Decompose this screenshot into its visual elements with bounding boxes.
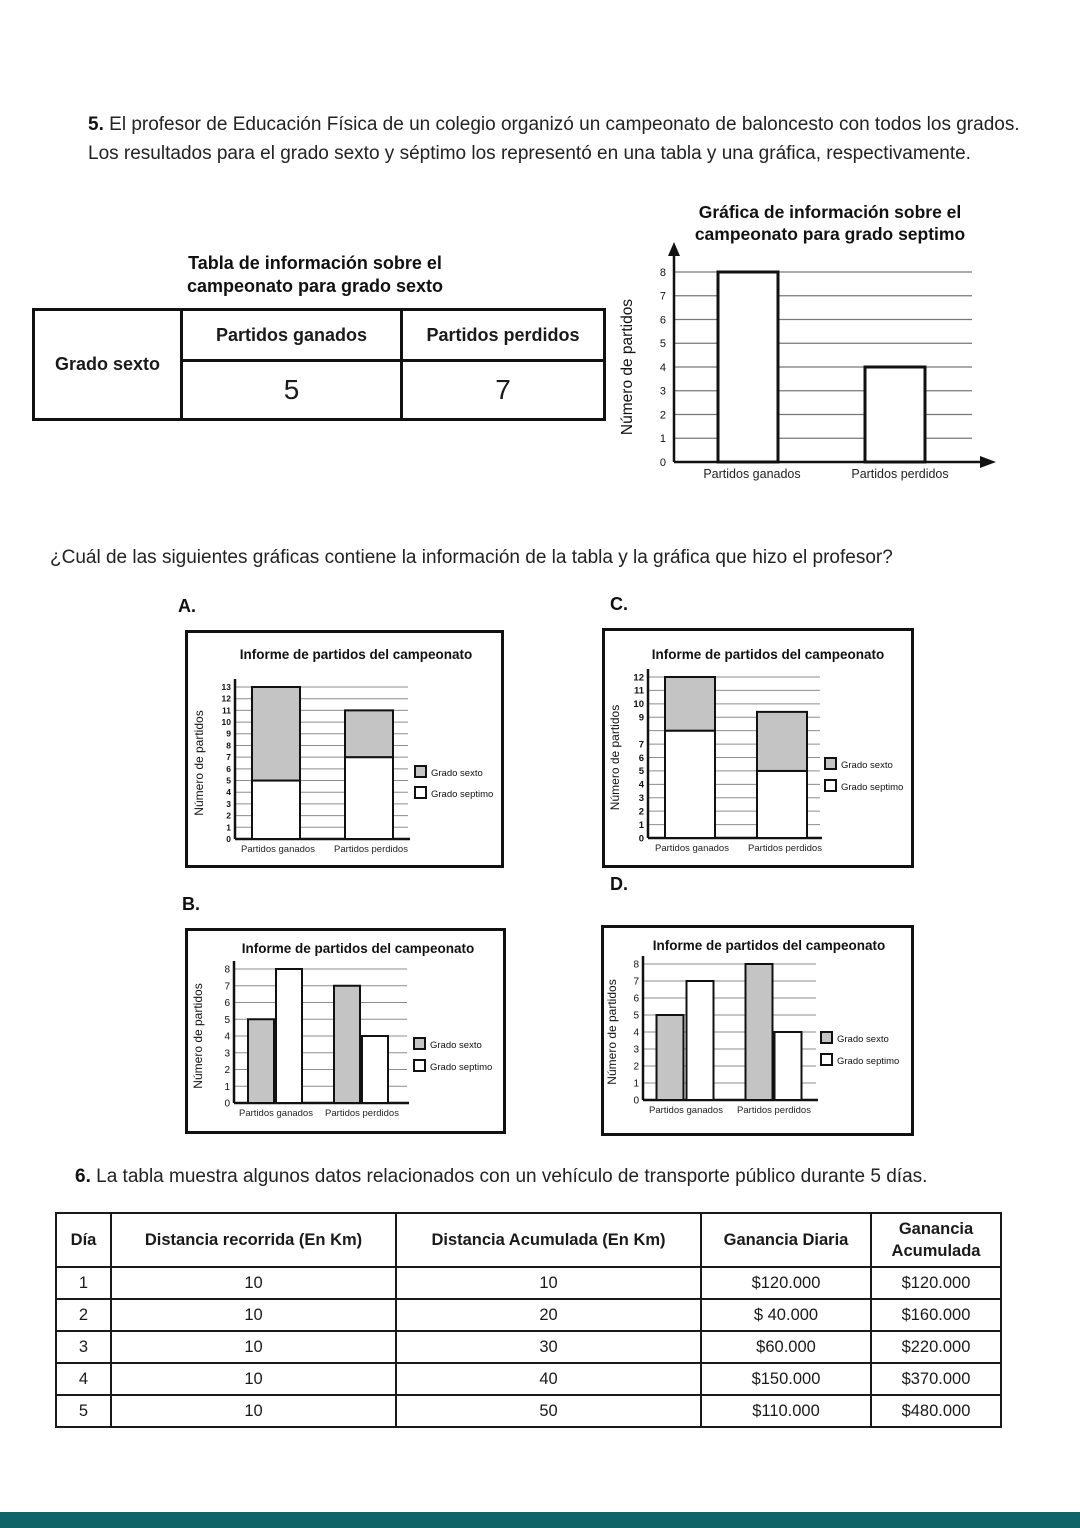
svg-text:1: 1 [226, 822, 231, 833]
svg-text:4: 4 [659, 361, 666, 374]
svg-text:0: 0 [633, 1095, 639, 1107]
svg-text:2: 2 [226, 810, 231, 821]
svg-text:5: 5 [633, 1010, 639, 1022]
table-cell: 10 [396, 1267, 701, 1299]
table-cell: $120.000 [701, 1267, 871, 1299]
svg-text:2: 2 [638, 806, 644, 818]
svg-text:3: 3 [224, 1048, 230, 1060]
question-5-number: 5. [88, 114, 104, 135]
svg-text:4: 4 [633, 1027, 639, 1039]
svg-text:Partidos ganados: Partidos ganados [649, 1105, 723, 1116]
table-cell: $150.000 [701, 1363, 871, 1395]
header-distancia-acumulada: Distancia Acumulada (En Km) [396, 1213, 701, 1267]
svg-text:Número de partidos: Número de partidos [605, 979, 619, 1085]
table-cell: 10 [111, 1267, 396, 1299]
svg-text:Partidos perdidos: Partidos perdidos [748, 843, 822, 854]
svg-text:3: 3 [638, 793, 644, 805]
svg-text:Número de partidos: Número de partidos [191, 983, 205, 1089]
septimo-chart [612, 198, 1012, 490]
vehicle-table-row [56, 1363, 1001, 1395]
svg-text:Informe de partidos del campeo: Informe de partidos del campeonato [241, 941, 475, 956]
svg-text:3: 3 [226, 798, 231, 809]
svg-text:7: 7 [659, 290, 666, 303]
table-cell: 30 [396, 1331, 701, 1363]
svg-text:11: 11 [633, 685, 644, 697]
svg-text:6: 6 [659, 314, 666, 327]
question-6-text: 6. La tabla muestra algunos datos relacionados con un vehículo de transporte público durante 5 días. [75, 1166, 928, 1187]
svg-text:0: 0 [638, 833, 644, 845]
svg-text:12: 12 [221, 693, 231, 704]
svg-text:1: 1 [638, 819, 644, 831]
svg-text:6: 6 [224, 998, 230, 1009]
svg-text:0: 0 [226, 833, 231, 844]
svg-text:5: 5 [224, 1014, 230, 1026]
svg-text:3: 3 [633, 1044, 639, 1056]
header-distancia-recorrida: Distancia recorrida (En Km) [111, 1213, 396, 1267]
svg-text:Informe de partidos del campeo: Informe de partidos del campeonato [239, 647, 473, 662]
col-header-ganados: Partidos ganados [182, 310, 402, 361]
header-ganancia-diaria: Ganancia Diaria [701, 1213, 871, 1267]
svg-text:7: 7 [226, 752, 231, 763]
svg-text:Grado septimo: Grado septimo [431, 789, 494, 800]
svg-text:1: 1 [659, 433, 666, 446]
svg-text:12: 12 [633, 672, 644, 684]
question-5-text: 5. El profesor de Educación Física de un colegio organizó un campeonato de baloncesto con todos los grados. Los resultados para el grado sexto y séptimo los representó en una tabla y una gráfica, respectivamente. [88, 114, 1020, 164]
svg-text:7: 7 [638, 739, 644, 751]
svg-text:2: 2 [659, 409, 666, 422]
table-cell: $160.000 [871, 1299, 1001, 1331]
svg-text:7: 7 [224, 981, 230, 993]
svg-text:2: 2 [633, 1061, 639, 1073]
question-6-number: 6. [75, 1166, 91, 1187]
svg-text:8: 8 [659, 266, 666, 279]
svg-text:Partidos perdidos: Partidos perdidos [325, 1108, 399, 1119]
option-b-label: B. [182, 894, 200, 914]
svg-text:13: 13 [221, 681, 231, 692]
sexto-table-title: Tabla de información sobre el campeonato para grado sexto [186, 253, 444, 296]
svg-text:10: 10 [633, 699, 644, 711]
table-cell: 10 [111, 1299, 396, 1331]
svg-text:7: 7 [633, 976, 639, 988]
option-a-chart [185, 630, 504, 868]
svg-text:0: 0 [659, 456, 666, 469]
table-cell: $60.000 [701, 1331, 871, 1363]
vehicle-table [55, 1212, 1002, 1428]
vehicle-table-body [56, 1267, 1001, 1427]
svg-text:6: 6 [638, 752, 644, 764]
svg-text:2: 2 [224, 1065, 230, 1076]
svg-text:10: 10 [221, 717, 231, 728]
svg-text:Grado sexto: Grado sexto [837, 1034, 889, 1045]
svg-text:0: 0 [224, 1098, 230, 1110]
table-cell: $110.000 [701, 1395, 871, 1427]
svg-text:Grado sexto: Grado sexto [431, 768, 483, 779]
svg-text:Grado sexto: Grado sexto [430, 1040, 482, 1051]
table-cell: $480.000 [871, 1395, 1001, 1427]
svg-text:Grado septimo: Grado septimo [430, 1062, 493, 1073]
svg-text:Partidos perdidos: Partidos perdidos [737, 1105, 811, 1116]
question-5-prompt: ¿Cuál de las siguientes gráficas contiene la información de la tabla y la gráfica que hizo el profesor? [50, 547, 893, 568]
svg-text:6: 6 [226, 763, 231, 774]
option-a-label: A. [178, 596, 196, 616]
svg-text:campeonato para grado septimo: campeonato para grado septimo [694, 224, 966, 244]
table-cell: 1 [56, 1267, 111, 1299]
vehicle-table-header-row [56, 1213, 1001, 1267]
table-cell: $120.000 [871, 1267, 1001, 1299]
table-cell: 4 [56, 1363, 111, 1395]
svg-text:4: 4 [224, 1031, 230, 1043]
table-cell: 2 [56, 1299, 111, 1331]
svg-text:8: 8 [633, 959, 639, 971]
svg-text:Grado septimo: Grado septimo [837, 1056, 900, 1067]
svg-text:Grado sexto: Grado sexto [841, 760, 893, 771]
option-c-label: C. [610, 594, 628, 614]
svg-text:Partidos ganados: Partidos ganados [655, 843, 729, 854]
svg-text:Partidos perdidos: Partidos perdidos [334, 844, 408, 855]
table-cell: $370.000 [871, 1363, 1001, 1395]
svg-text:4: 4 [638, 779, 644, 791]
svg-text:8: 8 [224, 964, 230, 976]
svg-text:5: 5 [638, 766, 644, 778]
svg-text:Partidos ganados: Partidos ganados [239, 1108, 313, 1119]
svg-text:1: 1 [224, 1081, 230, 1093]
table-cell: $ 40.000 [701, 1299, 871, 1331]
svg-text:8: 8 [226, 740, 231, 751]
table-cell: 10 [111, 1395, 396, 1427]
header-ganancia-acumulada: Ganancia Acumulada [871, 1213, 1001, 1267]
table-cell: 10 [111, 1363, 396, 1395]
table-cell: 20 [396, 1299, 701, 1331]
option-d-label: D. [610, 874, 628, 894]
table-cell: 10 [111, 1331, 396, 1363]
table-cell: 3 [56, 1331, 111, 1363]
vehicle-table-row [56, 1267, 1001, 1299]
option-d-chart [601, 925, 914, 1136]
table-cell: 50 [396, 1395, 701, 1427]
svg-text:Partidos ganados: Partidos ganados [703, 467, 801, 481]
table-cell: 40 [396, 1363, 701, 1395]
svg-text:4: 4 [226, 787, 231, 798]
svg-text:Partidos ganados: Partidos ganados [241, 844, 315, 855]
svg-text:5: 5 [659, 338, 666, 351]
option-b-chart [185, 928, 506, 1134]
svg-text:Grado septimo: Grado septimo [841, 782, 904, 793]
svg-text:Informe de partidos del campeo: Informe de partidos del campeonato [652, 938, 886, 953]
header-dia: Día [56, 1213, 111, 1267]
sexto-table [32, 308, 606, 421]
table-cell: $220.000 [871, 1331, 1001, 1363]
svg-text:3: 3 [659, 385, 666, 398]
svg-text:Gráfica de información sobre e: Gráfica de información sobre el [698, 202, 962, 222]
option-c-chart [602, 628, 914, 868]
sexto-perdidos-value: 7 [402, 361, 605, 420]
svg-text:Número de partidos: Número de partidos [192, 710, 206, 816]
svg-text:Número de partidos: Número de partidos [608, 704, 622, 811]
sexto-row-header: Grado sexto [34, 310, 182, 420]
col-header-perdidos: Partidos perdidos [402, 310, 605, 361]
vehicle-table-row [56, 1331, 1001, 1363]
svg-text:9: 9 [226, 728, 231, 739]
svg-text:6: 6 [633, 993, 639, 1005]
vehicle-table-row [56, 1395, 1001, 1427]
table-cell: 5 [56, 1395, 111, 1427]
svg-text:9: 9 [638, 712, 644, 724]
svg-text:11: 11 [222, 705, 231, 716]
vehicle-table-row [56, 1299, 1001, 1331]
bottom-bar [0, 1512, 1080, 1528]
svg-text:1: 1 [633, 1078, 639, 1090]
svg-text:Partidos perdidos: Partidos perdidos [851, 467, 949, 481]
sexto-ganados-value: 5 [182, 361, 402, 420]
svg-text:5: 5 [226, 775, 231, 786]
svg-text:Informe de partidos del campeo: Informe de partidos del campeonato [651, 647, 885, 662]
svg-text:Número de partidos: Número de partidos [619, 298, 636, 436]
